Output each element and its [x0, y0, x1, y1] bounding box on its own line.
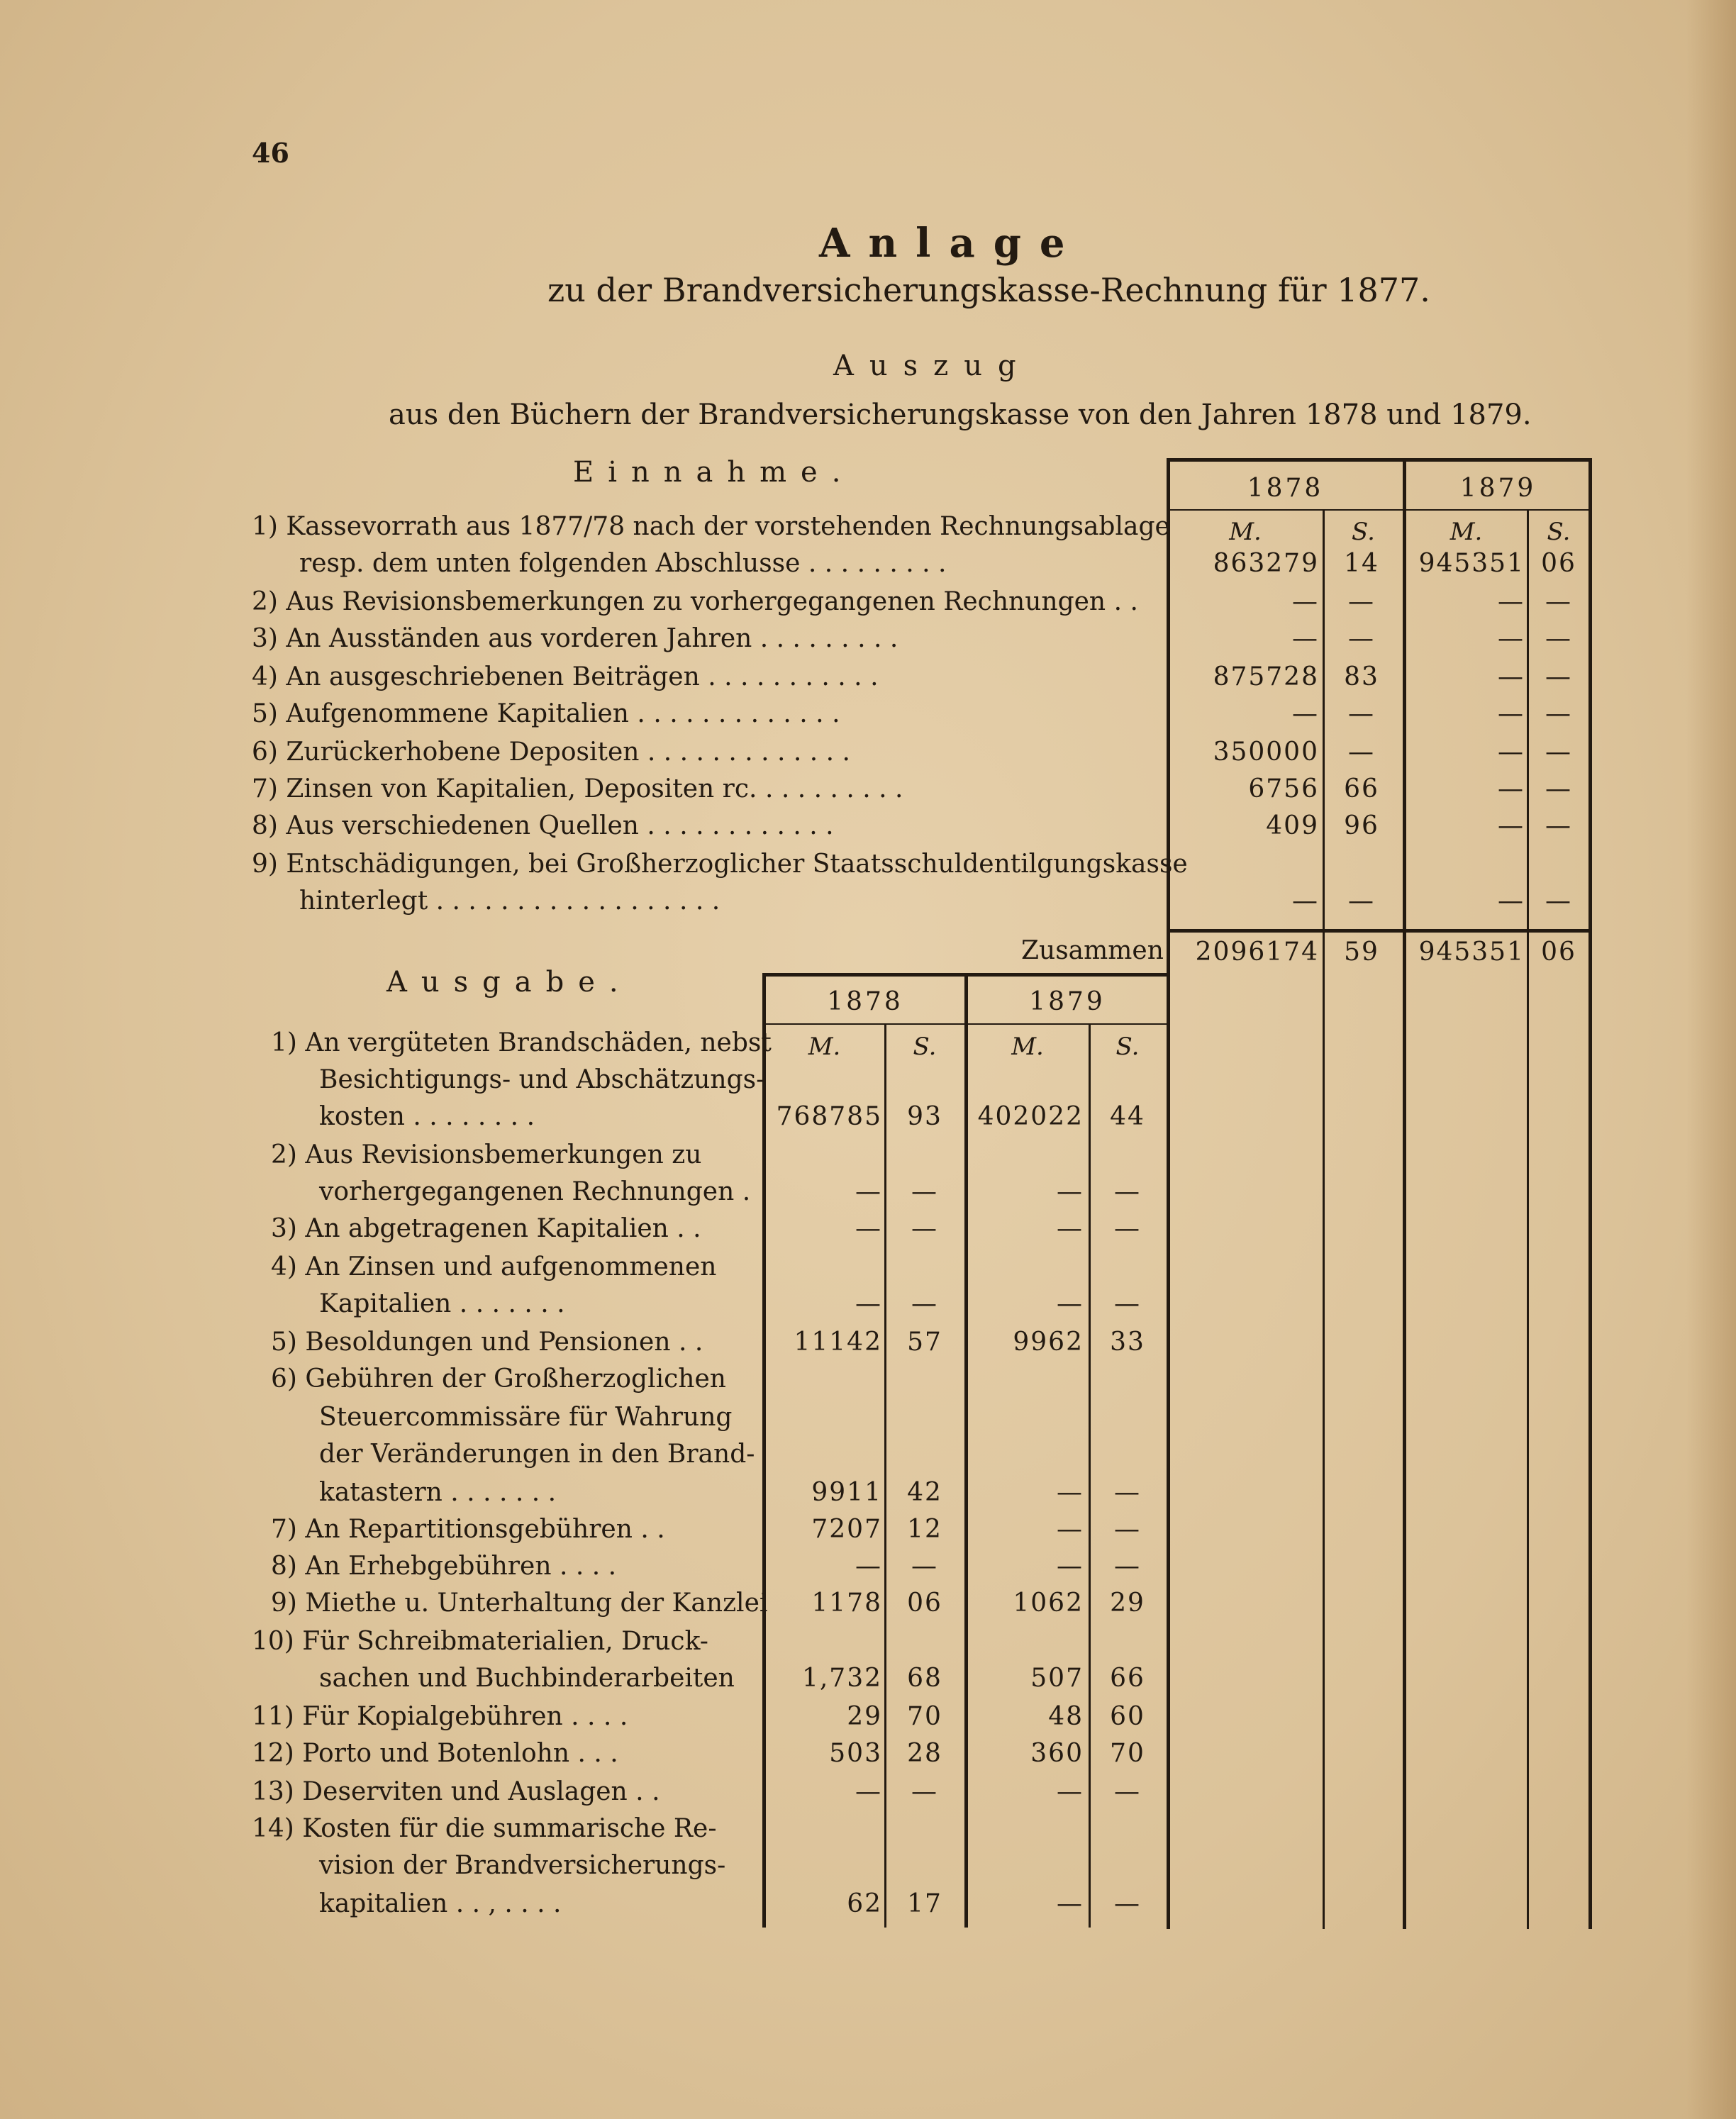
ausgabe-value: 33 — [1110, 1328, 1145, 1357]
unit-header: S. — [1352, 518, 1375, 546]
ausgabe-rule-year — [762, 1023, 1167, 1025]
einnahme-value: — — [1292, 886, 1319, 916]
ausgabe-row-label: 6) Gebühren der Großherzoglichen — [271, 1364, 726, 1394]
year-1879-header: 1879 — [1459, 474, 1537, 503]
ausgabe-row-label: Kapitalien . . . . . . . — [319, 1289, 565, 1318]
einnahme-row-label: 3) An Ausständen aus vorderen Jahren . . . . . . . . . — [252, 624, 898, 653]
einnahme-row-label: 1) Kassevorrath aus 1877/78 nach der vorstehenden Rechnungsablage — [252, 512, 1170, 541]
einnahme-total-value: 945351 — [1418, 938, 1525, 967]
einnahme-value: — — [1545, 662, 1572, 691]
einnahme-value: — — [1292, 587, 1319, 616]
ausgabe-heading: Ausgabe. — [386, 966, 633, 999]
ausgabe-value: — — [1057, 1515, 1084, 1544]
ausgabe-value: — — [855, 1552, 882, 1581]
einnahme-value: 14 — [1344, 549, 1379, 578]
einnahme-value: — — [1498, 699, 1525, 728]
unit-header: S. — [1547, 518, 1571, 546]
ausgabe-value: 360 — [1030, 1739, 1084, 1768]
ausgabe-value: — — [1057, 1289, 1084, 1318]
ausgabe-unit-header: M. — [1011, 1033, 1044, 1061]
ausgabe-row-label: der Veränderungen in den Brand- — [319, 1440, 755, 1469]
ausgabe-rule-pf-1879 — [1089, 1023, 1091, 1928]
ausgabe-row-label: 12) Porto und Botenlohn . . . — [252, 1739, 618, 1768]
ausgabe-unit-header: M. — [808, 1033, 841, 1061]
table-rule-pf-1879 — [1527, 509, 1529, 1929]
einnahme-value: — — [1348, 738, 1375, 767]
ausgabe-value: 28 — [907, 1739, 942, 1768]
ausgabe-value: 57 — [907, 1328, 942, 1357]
ausgabe-value: 60 — [1110, 1702, 1145, 1731]
einnahme-value: — — [1292, 699, 1319, 728]
ausgabe-rule-top — [762, 973, 1167, 977]
ausgabe-value: — — [1057, 1214, 1084, 1243]
einnahme-value: — — [1292, 624, 1319, 653]
ausgabe-row-label: 9) Miethe u. Unterhaltung der Kanzlei — [271, 1589, 768, 1618]
ausgabe-value: 11142 — [794, 1328, 882, 1357]
ausgabe-value: 48 — [1048, 1702, 1084, 1731]
einnahme-value: 06 — [1541, 549, 1576, 578]
einnahme-heading: Einnahme. — [573, 456, 855, 489]
table-rule-total — [1167, 929, 1592, 933]
page-edge-shadow — [1686, 0, 1736, 2119]
einnahme-total-label: Zusammen — [1021, 936, 1164, 965]
ausgabe-value: — — [911, 1777, 938, 1806]
einnahme-value: — — [1348, 587, 1375, 616]
einnahme-value: 409 — [1266, 811, 1319, 840]
ausgabe-value: 12 — [907, 1515, 942, 1544]
einnahme-value: 875728 — [1213, 662, 1319, 691]
einnahme-row-label: 4) An ausgeschriebenen Beiträgen . . . . . . . . . . . — [252, 662, 879, 691]
einnahme-value: 6756 — [1248, 774, 1319, 803]
ausgabe-value: 06 — [907, 1589, 942, 1618]
einnahme-value: — — [1545, 774, 1572, 803]
einnahme-row-label: 5) Aufgenommene Kapitalien . . . . . . . . . . . . . — [252, 699, 840, 728]
ausgabe-value: — — [855, 1777, 882, 1806]
ausgabe-value: 68 — [907, 1664, 942, 1693]
ausgabe-value: — — [1057, 1177, 1084, 1206]
table-rule-pf-1878 — [1323, 509, 1325, 1929]
ausgabe-value: — — [855, 1177, 882, 1206]
ausgabe-year-1879: 1879 — [1029, 987, 1106, 1016]
ausgabe-row-label: 14) Kosten für die summarische Re- — [252, 1814, 717, 1843]
ausgabe-value: — — [1114, 1214, 1141, 1243]
einnahme-value: 945351 — [1418, 549, 1525, 578]
ausgabe-value: — — [911, 1289, 938, 1318]
ausgabe-year-1878: 1878 — [827, 987, 903, 1016]
table-rule-right — [1588, 460, 1592, 1929]
einnahme-value: 96 — [1344, 811, 1379, 840]
ausgabe-value: — — [1057, 1552, 1084, 1581]
ausgabe-row-label: 4) An Zinsen und aufgenommenen — [271, 1252, 717, 1281]
ausgabe-value: — — [1114, 1777, 1141, 1806]
einnahme-row-label: hinterlegt . . . . . . . . . . . . . . . . . . — [299, 886, 720, 916]
ausgabe-value: 402022 — [977, 1102, 1084, 1131]
ausgabe-value: 29 — [1110, 1589, 1145, 1618]
ausgabe-value: — — [1114, 1515, 1141, 1544]
ausgabe-row-label: Steuercommissäre für Wahrung — [319, 1403, 733, 1432]
ausgabe-value: 1,732 — [801, 1664, 882, 1693]
ausgabe-value: 44 — [1110, 1102, 1145, 1131]
ausgabe-value: — — [911, 1552, 938, 1581]
einnahme-value: — — [1498, 811, 1525, 840]
ausgabe-value: 1178 — [811, 1589, 882, 1618]
ausgabe-value: 1062 — [1013, 1589, 1084, 1618]
ausgabe-value: 9911 — [811, 1478, 882, 1507]
table-rule-mid — [1403, 460, 1406, 1929]
document-title: Anlage — [819, 220, 1084, 267]
ausgabe-value: — — [1057, 1777, 1084, 1806]
ausgabe-value: — — [911, 1177, 938, 1206]
ausgabe-value: 70 — [907, 1702, 942, 1731]
einnahme-value: — — [1545, 699, 1572, 728]
einnahme-value: — — [1348, 699, 1375, 728]
ausgabe-value: — — [1057, 1478, 1084, 1507]
einnahme-value: — — [1545, 587, 1572, 616]
einnahme-row-label: 7) Zinsen von Kapitalien, Depositen rc. . . . . . . . . . — [252, 774, 903, 803]
einnahme-row-label: resp. dem unten folgenden Abschlusse . . . . . . . . . — [299, 549, 947, 578]
einnahme-value: 350000 — [1213, 738, 1319, 767]
document-subtitle: zu der Brandversicherungskasse-Rechnung für 1877. — [547, 271, 1430, 309]
einnahme-value: 863279 — [1213, 549, 1319, 578]
einnahme-row-label: 9) Entschädigungen, bei Großherzoglicher Staatsschuldentilgungskasse — [252, 850, 1188, 879]
einnahme-value: 66 — [1344, 774, 1379, 803]
einnahme-value: — — [1498, 662, 1525, 691]
page-number: 46 — [252, 137, 289, 169]
ausgabe-value: — — [855, 1214, 882, 1243]
einnahme-row-label: 6) Zurückerhobene Depositen . . . . . . . . . . . . . — [252, 738, 850, 767]
extract-heading: Auszug — [833, 350, 1032, 382]
einnahme-value: — — [1545, 886, 1572, 916]
ausgabe-value: 507 — [1030, 1664, 1084, 1693]
ausgabe-row-label: vision der Brandversicherungs- — [319, 1851, 726, 1880]
einnahme-value: — — [1498, 774, 1525, 803]
ausgabe-value: 768785 — [776, 1102, 882, 1131]
einnahme-value: — — [1498, 624, 1525, 653]
ausgabe-value: — — [911, 1214, 938, 1243]
einnahme-value: — — [1498, 886, 1525, 916]
ausgabe-value: 17 — [907, 1889, 942, 1918]
ausgabe-value: — — [1114, 1289, 1141, 1318]
ausgabe-value: — — [1114, 1889, 1141, 1918]
ausgabe-value: 62 — [847, 1889, 882, 1918]
ausgabe-row-label: 10) Für Schreibmaterialien, Druck- — [252, 1627, 708, 1656]
ausgabe-row-label: kapitalien . . , . . . . — [319, 1889, 562, 1918]
ausgabe-value: 29 — [847, 1702, 882, 1731]
einnahme-value: — — [1348, 624, 1375, 653]
einnahme-total-value: 59 — [1344, 938, 1379, 967]
ausgabe-row-label: 1) An vergüteten Brandschäden, nebst — [271, 1028, 772, 1057]
ausgabe-row-label: 7) An Repartitionsgebühren . . — [271, 1515, 665, 1544]
einnahme-value: — — [1545, 738, 1572, 767]
einnahme-value: — — [1545, 624, 1572, 653]
ausgabe-value: — — [1057, 1889, 1084, 1918]
ausgabe-value: — — [855, 1289, 882, 1318]
ausgabe-row-label: 5) Besoldungen und Pensionen . . — [271, 1328, 703, 1357]
ausgabe-row-label: sachen und Buchbinderarbeiten — [319, 1664, 735, 1693]
ausgabe-value: 66 — [1110, 1664, 1145, 1693]
ausgabe-value: 503 — [829, 1739, 882, 1768]
unit-header: M. — [1450, 518, 1483, 546]
ausgabe-row-label: 2) Aus Revisionsbemerkungen zu — [271, 1140, 702, 1169]
ausgabe-row-label: Besichtigungs- und Abschätzungs- — [319, 1065, 765, 1094]
einnahme-row-label: 2) Aus Revisionsbemerkungen zu vorhergegangenen Rechnungen . . — [252, 587, 1138, 616]
ausgabe-unit-header: S. — [1115, 1033, 1140, 1061]
ausgabe-row-label: katastern . . . . . . . — [319, 1478, 557, 1507]
ausgabe-value: 70 — [1110, 1739, 1145, 1768]
einnahme-total-value: 06 — [1541, 938, 1576, 967]
einnahme-value: — — [1348, 886, 1375, 916]
unit-header: M. — [1229, 518, 1262, 546]
year-1878-header: 1878 — [1247, 474, 1324, 503]
ausgabe-row-label: kosten . . . . . . . . — [319, 1102, 535, 1131]
einnahme-row-label: 8) Aus verschiedenen Quellen . . . . . . . . . . . . — [252, 811, 834, 840]
ausgabe-value: 93 — [907, 1102, 942, 1131]
einnahme-value: — — [1498, 738, 1525, 767]
einnahme-value: 83 — [1344, 662, 1379, 691]
ausgabe-row-label: 8) An Erhebgebühren . . . . — [271, 1552, 617, 1581]
ausgabe-value: — — [1114, 1552, 1141, 1581]
ausgabe-value: — — [1114, 1177, 1141, 1206]
extract-subheading: aus den Büchern der Brandversicherungskasse von den Jahren 1878 und 1879. — [389, 399, 1532, 431]
einnahme-value: — — [1498, 587, 1525, 616]
ausgabe-value: 9962 — [1013, 1328, 1084, 1357]
ausgabe-value: — — [1114, 1478, 1141, 1507]
ausgabe-row-label: 3) An abgetragenen Kapitalien . . — [271, 1214, 701, 1243]
table-rule-top — [1167, 458, 1592, 462]
ausgabe-unit-header: S. — [913, 1033, 937, 1061]
ausgabe-value: 42 — [907, 1478, 942, 1507]
ausgabe-row-label: 11) Für Kopialgebühren . . . . — [252, 1702, 628, 1731]
table-rule-year — [1167, 509, 1592, 511]
einnahme-value: — — [1545, 811, 1572, 840]
ausgabe-row-label: 13) Deserviten und Auslagen . . — [252, 1777, 660, 1806]
ausgabe-value: 7207 — [811, 1515, 882, 1544]
ausgabe-row-label: vorhergegangenen Rechnungen . — [319, 1177, 751, 1206]
einnahme-total-value: 2096174 — [1195, 938, 1319, 967]
